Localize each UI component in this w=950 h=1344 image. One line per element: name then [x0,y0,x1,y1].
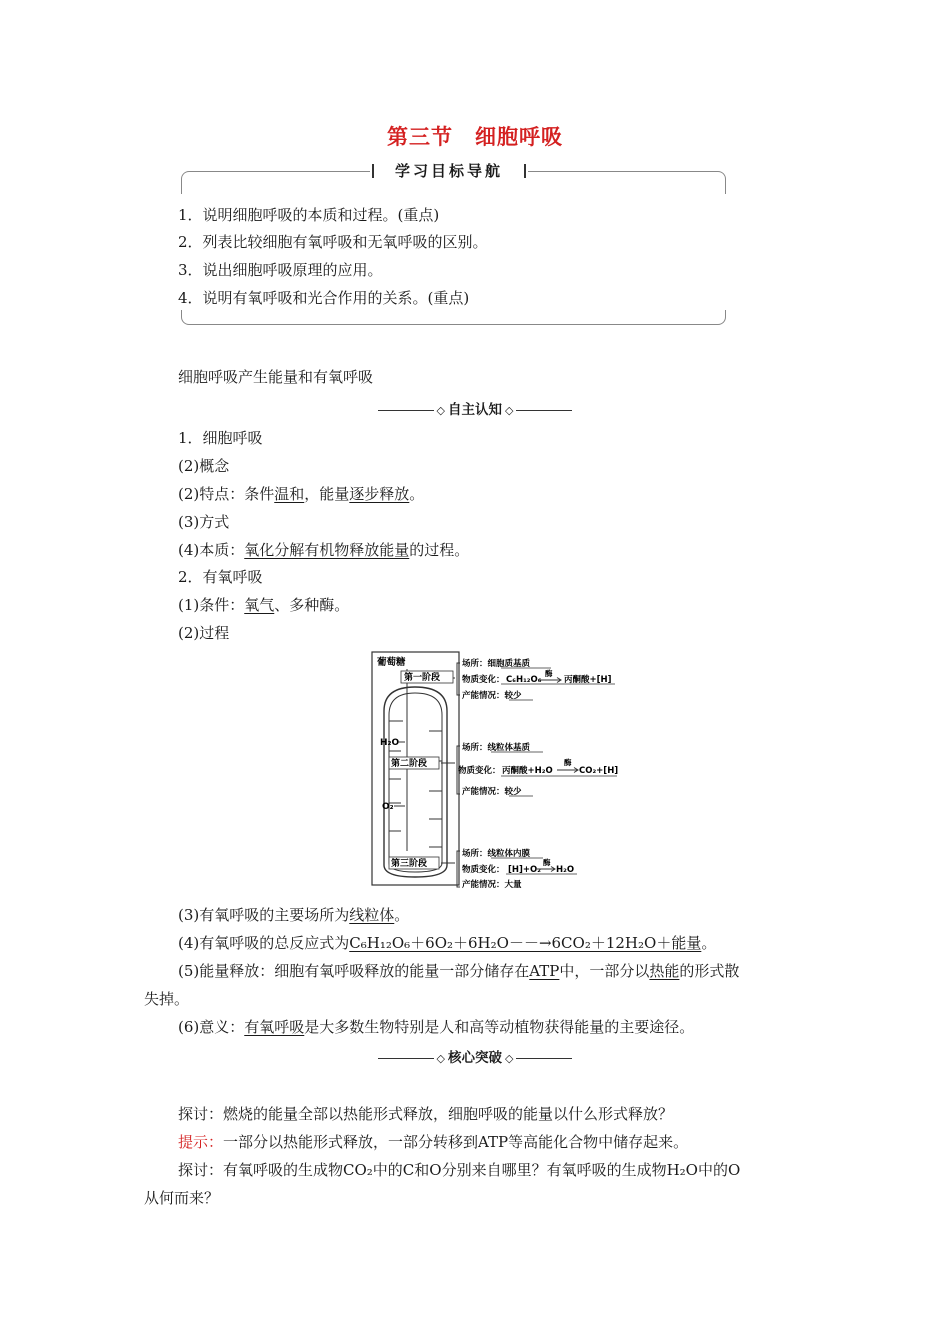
answer: 提示：一部分以热能形式释放，一部分转移到ATP等高能化合物中储存起来。 [178,1133,689,1151]
banner-left-bar [372,164,374,178]
text-line: (2)概念 [178,457,230,475]
banner-right-bar [524,164,526,178]
text-line: (4)本质：氧化分解有机物释放能量的过程。 [178,541,470,559]
stage3-label: 第三阶段 [391,859,428,869]
h2o-label: H₂O [380,738,400,748]
hint-label: 提示： [178,1133,224,1151]
text-line: 失掉。 [144,990,190,1008]
stage3-energy: 产能情况：大量 [462,880,522,890]
text-line: (2)过程 [178,624,230,642]
stage2-place: 场所：线粒体基质 [462,743,531,753]
stage2-label: 第二阶段 [391,759,428,769]
stage1-energy: 产能情况：较少 [462,691,522,701]
goal-item: 1．说明细胞呼吸的本质和过程。(重点) [178,206,440,224]
text-line: (4)有氧呼吸的总反应式为C₆H₁₂O₆＋6O₂＋6H₂O－－→6CO₂＋12H₂O＋能量。 [178,934,717,952]
stage1-change-label: 物质变化： [462,675,505,685]
text-line: (5)能量释放：细胞有氧呼吸释放的能量一部分储存在ATP中，一部分以热能的形式散 [178,962,740,980]
o2-label: O₂ [382,802,394,812]
stage3-place: 场所：线粒体内膜 [462,849,531,859]
section-header-core: ◇ 核心突破 ◇ [0,1046,950,1066]
topic-heading: 细胞呼吸产生能量和有氧呼吸 [178,368,374,386]
stage1-label: 第一阶段 [404,673,441,683]
stage3-change: [H]+O₂ [508,865,541,875]
goals-box-bottom [181,310,726,325]
question: 探讨：有氧呼吸的生成物CO₂中的C和O分别来自哪里？有氧呼吸的生成物H₂O中的O [178,1161,741,1179]
enzyme-label: 酶 [545,669,553,678]
goal-item: 4．说明有氧呼吸和光合作用的关系。(重点) [178,289,470,307]
goals-banner [370,160,528,182]
stage3-change-label: 物质变化： [462,865,505,875]
text-line: 2．有氧呼吸 [178,568,263,586]
stage1-change: C₆H₁₂O₆ [506,675,542,685]
stage1-product: 丙酮酸+[H] [564,675,612,685]
aerobic-respiration-diagram [371,651,621,891]
enzyme-label: 酶 [543,858,551,867]
question: 从何而来？ [144,1189,220,1207]
text-line: (3)方式 [178,513,230,531]
page-title: 第三节 细胞呼吸 [387,125,563,149]
enzyme-label: 酶 [564,758,572,767]
stage2-energy: 产能情况：较少 [462,787,522,797]
text-line: (1)条件：氧气、多种酶。 [178,596,350,614]
stage1-place: 场所：细胞质基质 [462,659,531,669]
text-line: (2)特点：条件温和，能量逐步释放。 [178,485,425,503]
text-line: (6)意义：有氧呼吸是大多数生物特别是人和高等动植物获得能量的主要途径。 [178,1018,695,1036]
text-line: (3)有氧呼吸的主要场所为线粒体。 [178,906,410,924]
banner-label: 学习目标导航 [394,162,503,180]
stage2-product: CO₂+[H] [579,766,619,776]
goal-item: 2．列表比较细胞有氧呼吸和无氧呼吸的区别。 [178,233,488,251]
glucose-label: 葡萄糖 [377,657,406,668]
stage2-change-label: 物质变化： [458,766,501,776]
goal-item: 3．说出细胞呼吸原理的应用。 [178,261,383,279]
stage3-product: H₂O [556,865,575,875]
stage2-change: 丙酮酸+H₂O [502,766,553,776]
text-line: 1．细胞呼吸 [178,429,263,447]
question: 探讨：燃烧的能量全部以热能形式释放，细胞呼吸的能量以什么形式释放？ [178,1105,674,1123]
section-header-self-study: ◇ 自主认知 ◇ [0,398,950,418]
